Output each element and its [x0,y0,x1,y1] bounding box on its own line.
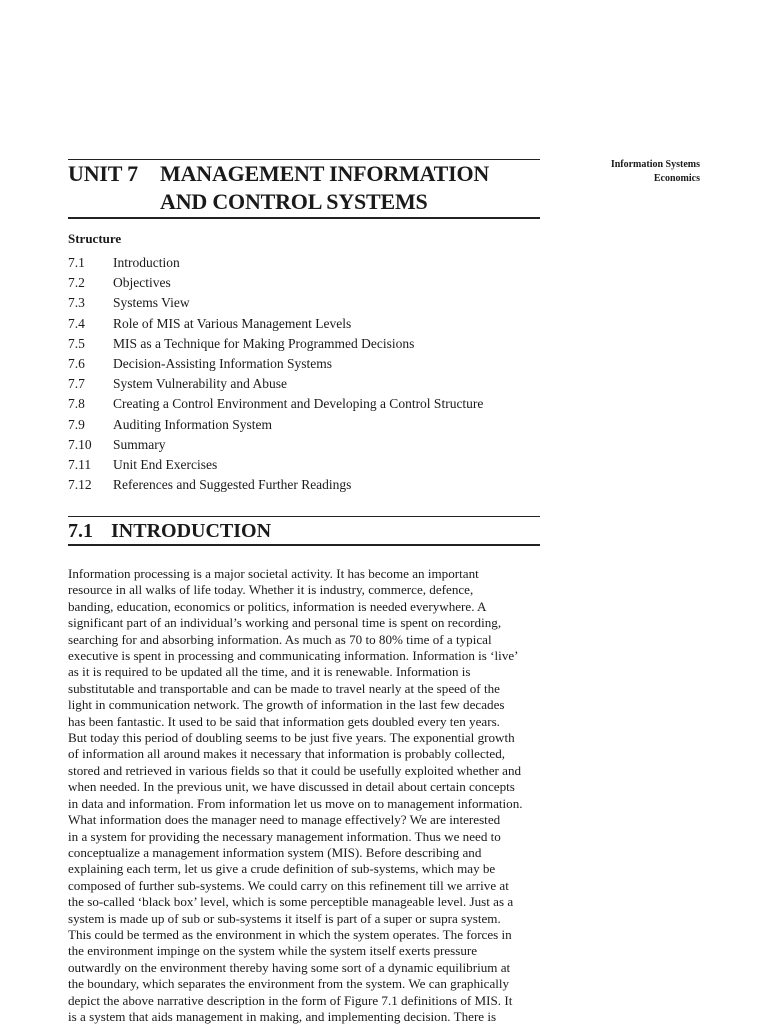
paragraph-line: has been fantastic. It used to be said that information gets doubled every ten years. [68,713,500,729]
structure-item-number: 7.12 [68,477,92,493]
structure-item-label: Systems View [113,295,190,311]
section-number: 7.1 [68,520,93,542]
unit-title [68,160,540,216]
paragraph-line: conceptualize a management information system (MIS). Before describing and [68,844,482,860]
structure-item-label: Decision-Assisting Information Systems [113,356,332,372]
paragraph-line: stored and retrieved in various fields so that it could be usefully exploited whether and [68,762,522,778]
structure-item [68,374,540,394]
structure-item-number: 7.11 [68,457,92,473]
paragraph-line: What information does the manager need to manage effectively? We are interested [68,812,501,828]
structure-item-label: Unit End Exercises [113,457,218,473]
paragraph-line: resource in all walks of life today. Whether it is industry, commerce, defence, [68,582,474,598]
structure-item-number: 7.1 [68,255,85,270]
paragraph-line: Information processing is a major societal activity. It has become an important [68,566,479,581]
structure-item-label: System Vulnerability and Abuse [113,376,288,392]
structure-item-number: 7.3 [68,295,85,311]
running-header [560,158,700,186]
structure-item-number: 7.4 [68,315,85,331]
paragraph-line: is a system that aids management in making, and implementing decision. There is [68,1008,497,1024]
paragraph-line: executive is spent in processing and communicating information. Information is ‘live’ [68,648,519,664]
structure-item [68,334,540,354]
structure-item-label: Summary [113,436,166,452]
structure-list [68,253,540,495]
structure-item [68,293,540,313]
paragraph-line: But today this period of doubling seems to be just five years. The exponential growth [68,730,515,746]
structure-item-label: Role of MIS at Various Management Levels [113,315,352,331]
structure-item [68,354,540,374]
section-bottom-rule [68,544,540,546]
paragraph-line: system is made up of sub or sub-systems it itself is part of a super or supra system. [68,910,501,926]
paragraph-line: This could be termed as the environment in which the system operates. The forces in [68,926,512,942]
paragraph-line: the environment impinge on the system while the system itself exerts pressure [68,943,478,959]
structure-item-number: 7.8 [68,396,85,412]
structure-item-number: 7.7 [68,376,85,392]
paragraph-line: significant part of an individual’s working and personal time is spent on recording, [68,615,502,631]
unit-title-line-1: MANAGEMENT INFORMATION [160,161,490,186]
paragraph-line: of information all around makes it necessary that information is probably collected, [68,746,506,762]
running-header-line-1: Information Systems [610,159,700,170]
paragraph-line: banding, education, economics or politics, information is needed everywhere. A [68,598,487,614]
paragraph-line: in data and information. From information let us move on to management information. [68,795,523,811]
paragraph-line: substitutable and transportable and can be made to travel nearly at the speed of the [68,680,500,696]
running-header-line-2: Economics [653,173,700,184]
structure-heading: Structure [68,231,122,246]
structure-item [68,394,540,414]
paragraph-line: explaining each term, let us give a crude definition of sub-systems, which may be [68,861,496,877]
structure-item [68,455,540,475]
section-title: INTRODUCTION [111,520,272,542]
paragraph-line: as it is required to be updated all the time, and it is renewable. Information is [68,664,471,680]
paragraph-line: the boundary, which separates the environment from the system. We can graphically [68,976,510,992]
structure-item-number: 7.2 [68,275,85,291]
paragraph-line: composed of further sub-systems. We could carry on this refinement till we arrive at [68,877,509,893]
structure-item [68,435,540,455]
structure-item-number: 7.10 [68,436,92,452]
structure-item [68,314,540,334]
structure-item-number: 7.5 [68,335,85,351]
paragraph-line: light in communication network. The growth of information in the last few decades [68,697,505,713]
section-heading [68,518,540,544]
section-top-rule [68,516,540,517]
structure-item-label: Introduction [113,255,180,270]
paragraph-line: searching for and absorbing information. As much as 70 to 80% time of a typical [68,631,492,647]
structure-item-number: 7.6 [68,356,85,372]
structure-item [68,415,540,435]
structure-item [68,475,540,495]
paragraph-line: outwardly on the environment thereby having some sort of a dynamic equilibrium at [68,959,511,975]
structure-item-label: MIS as a Technique for Making Programmed Decisions [113,335,415,351]
title-bottom-rule [68,217,540,219]
unit-number: UNIT 7 [68,161,138,186]
structure-item-label: Objectives [113,275,171,291]
structure-item [68,273,540,293]
structure-item-number: 7.9 [68,416,85,432]
paragraph-line: depict the above narrative description in the form of Figure 7.1 definitions of MIS. It [68,992,513,1008]
structure-item-label: References and Suggested Further Readings [113,477,352,493]
structure-item-label: Auditing Information System [113,416,272,432]
structure-item-label: Creating a Control Environment and Developing a Control Structure [113,396,484,412]
introduction-paragraph [68,566,540,1025]
paragraph-line: the so-called ‘black box’ level, which is some perceptible manageable level. Just as a [68,894,514,910]
structure-item [68,253,540,273]
unit-title-line-2: AND CONTROL SYSTEMS [160,189,428,214]
paragraph-line: in a system for providing the necessary management information. Thus we need to [68,828,501,844]
paragraph-line: when needed. In the previous unit, we have discussed in detail about certain concepts [68,779,515,795]
